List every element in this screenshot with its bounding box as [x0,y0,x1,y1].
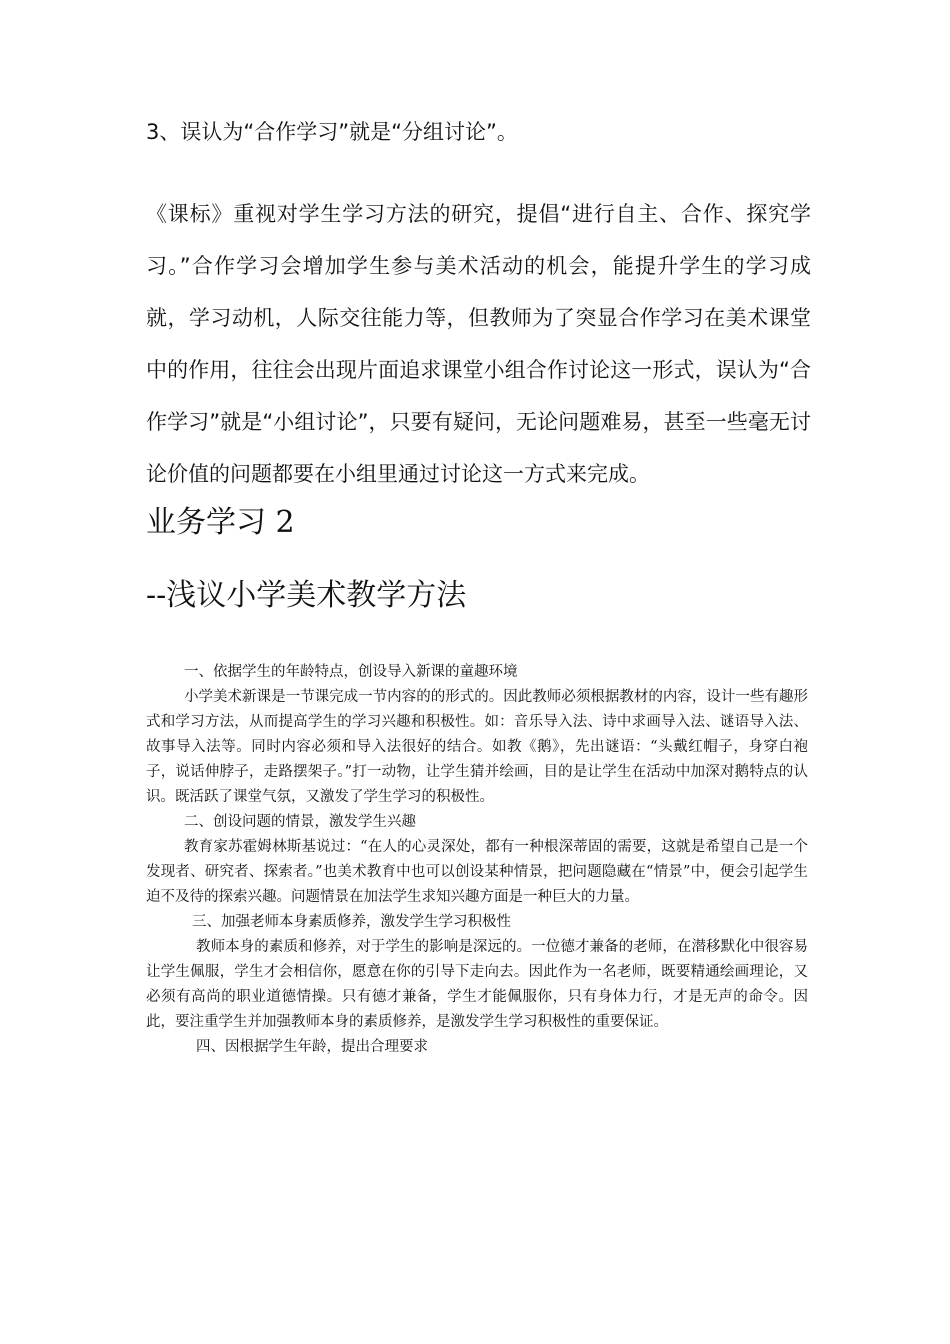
section-subtitle: --浅议小学美术教学方法 [146,578,467,613]
article-paragraph-2: 教育家苏霍姆林斯基说过：“在人的心灵深处，都有一种根深蒂固的需要，这就是希望自己是一个发现者、研究者、探索者。”也美术教育中也可以创设某种情景，把问题隐藏在“情景”中，便会引起学生迫不及待的探索兴趣。问题情景在加法学生求知兴趣方面是一种巨大的力量。 [146,839,808,905]
section-title: 业务学习 2 [146,505,295,540]
article-heading-4: 四、因根据学生年龄，提出合理要求 [196,1039,428,1055]
article-paragraph-1: 小学美术新课是一节课完成一节内容的的形式的。因此教师必须根据教材的内容，设计一些有趣形式和学习方法，从而提高学生的学习兴趣和积极性。如：音乐导入法、诗中求画导入法、谜语导入法、故事导入法等。同时内容必须和导入法很好的结合。如教《鹅》，先出谜语：“头戴红帽子，身穿白袍子，说话伸脖子，走路摆架子。”打一动物，让学生猜并绘画，目的是让学生在活动中加深对鹅特点的认识。既活跃了课堂气氛，又激发了学生学习的积极性。 [146,689,808,805]
article-heading-3: 三、加强老师本身素质修养，激发学生学习积极性 [192,914,511,930]
intro-heading: 3、误认为“合作学习”就是“分组讨论”。 [146,120,518,144]
article-heading-2: 二、创设问题的情景，激发学生兴趣 [184,814,416,830]
intro-paragraph: 《课标》重视对学生学习方法的研究，提倡“进行自主、合作、探究学习。”合作学习会增加学生参与美术活动的机会，能提升学生的学习成就，学习动机，人际交往能力等，但教师为了突显合作学习在美术课堂中的作用，往往会出现片面追求课堂小组合作讨论这一形式，误认为“合作学习”就是“小组讨论”，只要有疑问，无论问题难易，甚至一些毫无讨论价值的问题都要在小组里通过讨论这一方式来完成。 [146,202,811,486]
article-heading-1: 一、依据学生的年龄特点，创设导入新课的童趣环境 [184,664,518,680]
article-body [146,660,808,1060]
article-paragraph-3: 教师本身的素质和修养，对于学生的影响是深远的。一位德才兼备的老师，在潜移默化中很容易让学生佩服，学生才会相信你，愿意在你的引导下走向去。因此作为一名老师，既要精通绘画理论，又必须有高尚的职业道德情操。只有德才兼备，学生才能佩服你，只有身体力行，才是无声的命令。因此，要注重学生并加强教师本身的素质修养，是激发学生学习积极性的重要保证。 [146,939,808,1030]
